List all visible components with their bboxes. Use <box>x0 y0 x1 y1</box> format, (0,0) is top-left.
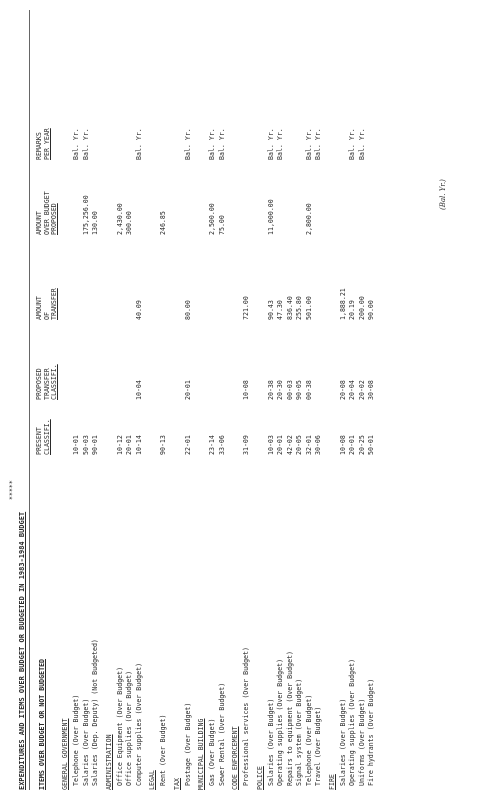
row-remarks: Bal. Yr. <box>183 128 192 160</box>
row-present: 42-02 <box>285 435 294 455</box>
row-proposed: 00-03 <box>285 380 294 400</box>
row-present: 20-01 <box>276 435 284 455</box>
row-present: 30-06 <box>314 435 322 455</box>
row-proposed: 90-05 <box>295 380 303 400</box>
header-line: CLASSIFI. <box>50 364 59 400</box>
row-over: 11,000.00 <box>266 199 275 235</box>
row-over: 2,800.00 <box>304 203 313 235</box>
header-line: OF <box>42 312 51 320</box>
row-present: 31-09 <box>242 435 250 455</box>
row-remarks: Bal. Yr. <box>266 128 275 160</box>
header-line: AMOUNT <box>35 296 43 320</box>
row-present: 20-01 <box>125 435 133 455</box>
section-heading: GENERAL GOVERNMENT <box>61 718 69 790</box>
row-proposed: 20-30 <box>276 380 284 400</box>
row-remarks: Bal. Yr. <box>208 128 216 160</box>
row-amount: 90.00 <box>367 300 375 320</box>
row-present: 90-13 <box>159 435 167 455</box>
row-label: Salaries (Over Budget) <box>266 698 275 786</box>
row-over: 246.85 <box>159 211 167 235</box>
header-remarks <box>36 128 51 160</box>
row-proposed: 20-02 <box>357 380 366 400</box>
row-label: Postage (Over Budget) <box>183 702 192 786</box>
row-remarks: Bal. Yr. <box>134 128 143 160</box>
row-amount: 721.00 <box>242 296 250 320</box>
row-amount: 200.00 <box>357 296 366 320</box>
row-label: Office Equipment (Over Budget) <box>115 666 124 786</box>
top-rule <box>29 10 30 790</box>
header-items: ITEMS OVER BUDGET OR NOT BUDGETED <box>38 658 46 790</box>
row-present: 20-05 <box>295 435 303 455</box>
row-amount: 255.80 <box>295 296 303 320</box>
row-present: 10-14 <box>134 435 143 455</box>
row-present: 23-14 <box>208 435 216 455</box>
section-heading: FIRE <box>327 774 336 790</box>
row-proposed: 00-38 <box>304 380 313 400</box>
row-label: Sewer Rental (Over Budget) <box>217 682 226 786</box>
row-remarks: Bal. Yr. <box>348 128 356 160</box>
row-proposed: 10-08 <box>242 380 250 400</box>
row-proposed: 20-01 <box>183 380 192 400</box>
row-over: 2,430.00 <box>115 203 124 235</box>
row-remarks: Bal. Yr. <box>304 128 313 160</box>
header-line: PRESENT <box>35 427 43 455</box>
row-proposed: 20-08 <box>338 380 347 400</box>
header-proposed-class <box>36 364 59 400</box>
row-present: 10-08 <box>338 435 347 455</box>
row-label: Uniforms (Over Budget) <box>357 698 366 786</box>
row-present: 90-01 <box>91 435 99 455</box>
header-present-class <box>36 419 51 455</box>
header-line: PROPOSED <box>35 368 43 400</box>
header-line: OVER BUDGET <box>42 191 51 235</box>
row-label: Operating supplies (Over Budget) <box>348 658 356 786</box>
row-over: 300.00 <box>125 211 133 235</box>
row-proposed: 30-08 <box>367 380 375 400</box>
row-label: Computer supplies (Over Budget) <box>134 662 143 786</box>
row-label: Professional services (Over Budget) <box>242 647 250 786</box>
header-amount-transfer <box>36 288 59 320</box>
section-heading: LEGAL <box>148 770 156 790</box>
section-heading: ADMINISTRATION <box>104 734 113 790</box>
header-line: PROPOSED <box>50 203 59 235</box>
row-present: 10-03 <box>266 435 275 455</box>
row-label: Telephone (Over Budget) <box>304 694 313 786</box>
header-line: REMARKS <box>35 132 43 160</box>
row-present: 10-01 <box>72 435 80 455</box>
row-remarks: Bal. Yr. <box>81 128 90 160</box>
header-line: TRANSFER <box>42 368 51 400</box>
header-amount-over <box>36 191 59 235</box>
row-remarks: Bal. Yr. <box>357 128 366 160</box>
row-label: Signal system (Over Budget) <box>295 678 303 786</box>
row-present: 50-03 <box>81 435 90 455</box>
row-label: Operating supplies (Over Budget) <box>276 658 284 786</box>
row-label: Telephone (Over Budget) <box>72 694 80 786</box>
row-label: Office supplies (Over Budget) <box>125 670 133 786</box>
row-present: 22-01 <box>183 435 192 455</box>
row-proposed: 20-38 <box>266 380 275 400</box>
row-proposed: 20-04 <box>348 380 356 400</box>
row-present: 20-25 <box>357 435 366 455</box>
top-mark: ***** <box>8 480 16 500</box>
row-amount: 501.00 <box>304 296 313 320</box>
header-line: TRANSFER <box>50 288 59 320</box>
row-amount: 40.09 <box>134 300 143 320</box>
row-over: 2,500.00 <box>208 203 216 235</box>
section-heading: TAX <box>172 778 181 790</box>
row-label: Travel (Over Budget) <box>314 706 322 786</box>
section-heading: MUNICIPAL BUILDING <box>197 718 205 790</box>
row-present: 10-12 <box>115 435 124 455</box>
header-line: PER YEAR <box>42 128 51 160</box>
row-label: Salaries (Over Budget) <box>81 698 90 786</box>
row-present: 20-01 <box>348 435 356 455</box>
section-heading: POLICE <box>255 766 264 790</box>
header-line: CLASSIFI. <box>42 419 51 455</box>
row-label: Salaries (Over Budget) <box>338 698 347 786</box>
row-amount: 90.43 <box>266 300 275 320</box>
row-over: 130.00 <box>91 211 99 235</box>
section-heading: CODE ENFORCEMENT <box>231 726 239 790</box>
row-remarks: Bal. Yr. <box>276 128 284 160</box>
handwritten-note: (Bal. Yr.) <box>439 179 447 210</box>
row-remarks: Bal. Yr. <box>72 128 80 160</box>
row-remarks: Bal. Yr. <box>314 128 322 160</box>
row-present: 33-06 <box>217 435 226 455</box>
row-present: 32-01 <box>304 435 313 455</box>
row-over: 175,256.00 <box>81 195 90 235</box>
row-label: Salaries (Dep. Deputy) (Not Budgeted) <box>91 639 99 786</box>
row-amount: 20.19 <box>348 300 356 320</box>
row-over: 75.00 <box>217 215 226 235</box>
row-amount: 80.00 <box>183 300 192 320</box>
header-line: AMOUNT <box>35 211 43 235</box>
row-label: Fire hydrants (Over Budget) <box>367 678 375 786</box>
row-amount: 47.30 <box>276 300 284 320</box>
row-label: Repairs to equipment (Over Budget) <box>285 651 294 786</box>
row-label: Gas (Over Budget) <box>208 718 216 786</box>
row-remarks: Bal. Yr. <box>217 128 226 160</box>
row-present: 50-01 <box>367 435 375 455</box>
document-title: EXPENDITURES AND ITEMS OVER BUDGET OR BUDGETED IN 1983-1984 BUDGET <box>18 511 26 790</box>
row-proposed: 10-04 <box>134 380 143 400</box>
row-label: Rent (Over Budget) <box>159 714 167 786</box>
row-amount: 836.40 <box>285 296 294 320</box>
row-amount: 1,888.21 <box>338 288 347 320</box>
